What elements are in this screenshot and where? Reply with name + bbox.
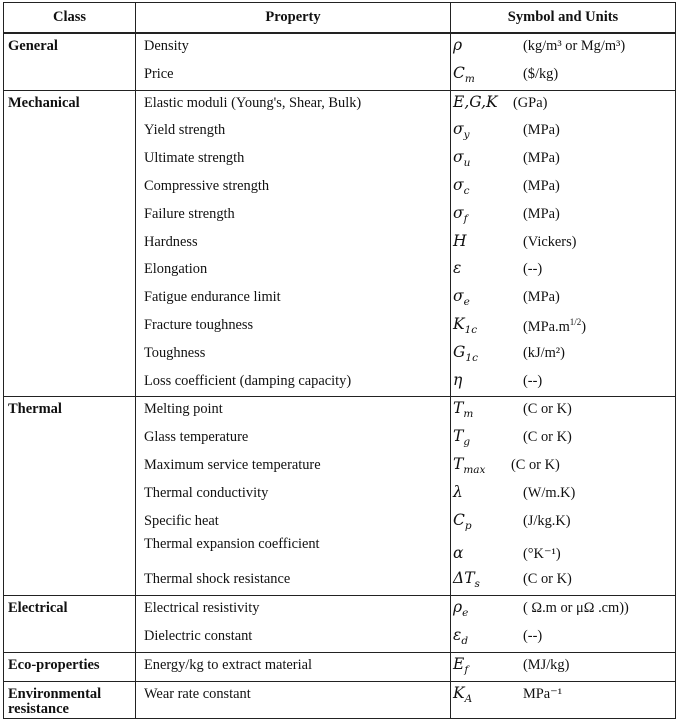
property-name: Dielectric constant xyxy=(144,627,253,644)
units: (Vickers) xyxy=(523,233,577,250)
class-label: General xyxy=(8,38,58,54)
property-name: Glass temperature xyxy=(144,429,249,446)
header-property: Property xyxy=(136,3,451,34)
list-item xyxy=(136,202,450,230)
list-item xyxy=(451,397,675,425)
property-cell xyxy=(136,397,451,596)
property-name: Fracture toughness xyxy=(144,316,254,333)
symbol: $\varepsilon_d$ xyxy=(453,625,469,648)
units: (MPa) xyxy=(523,150,560,167)
list-item xyxy=(451,230,675,258)
list-item xyxy=(451,369,675,397)
symbol: $\sigma_e$ xyxy=(453,287,470,309)
class-cell xyxy=(4,397,136,596)
property-name: Thermal shock resistance xyxy=(144,571,291,588)
header-row xyxy=(4,3,676,34)
property-cell xyxy=(136,90,451,397)
group-row xyxy=(4,681,676,718)
list-item xyxy=(136,567,450,595)
symbol: $K_{1c}$ xyxy=(453,314,478,337)
units: (J/kg.K) xyxy=(523,512,571,529)
list-item xyxy=(136,653,450,681)
property-name: Electrical resistivity xyxy=(144,600,260,617)
symbol: $G_{1c}$ xyxy=(453,342,478,364)
list-item xyxy=(451,453,675,481)
symbol-units-cell xyxy=(451,596,676,653)
symbol: ρ xyxy=(453,36,463,54)
property-name: Specific heat xyxy=(144,512,219,529)
units: (MPa) xyxy=(523,205,560,222)
symbol: $T_m$ xyxy=(453,399,474,421)
symbol-units-cell xyxy=(451,681,676,718)
class-label-line: Environmental xyxy=(8,685,102,702)
property-name: Energy/kg to extract material xyxy=(144,656,312,673)
units: (C or K) xyxy=(523,401,572,418)
material-properties-table xyxy=(3,2,676,719)
property-name: Hardness xyxy=(144,233,198,250)
symbol-units-cell xyxy=(451,652,676,681)
property-name: Loss coefficient (damping capacity) xyxy=(144,372,352,389)
list-item xyxy=(451,682,675,710)
list-item xyxy=(451,285,675,313)
class-cell xyxy=(4,90,136,397)
class-cell xyxy=(4,596,136,653)
units: (kg/m³ or Mg/m³) xyxy=(523,38,626,54)
list-item xyxy=(451,146,675,174)
class-label: Mechanical xyxy=(8,94,80,111)
class-label: Thermal xyxy=(8,401,62,418)
class-cell xyxy=(4,652,136,681)
units: (C or K) xyxy=(523,429,572,446)
units: (C or K) xyxy=(523,571,572,588)
units: (GPa) xyxy=(513,94,548,111)
list-item xyxy=(136,285,450,313)
list-item xyxy=(451,174,675,202)
list-item xyxy=(136,62,450,90)
property-name: Thermal expansion coefficient xyxy=(144,536,320,553)
class-label-line: resistance xyxy=(8,700,69,717)
symbol: $\sigma_y$ xyxy=(453,120,470,142)
list-item xyxy=(136,118,450,146)
list-item xyxy=(451,91,675,119)
units: $(MPa.m^{1/2})$ xyxy=(523,316,587,335)
list-item xyxy=(451,257,675,285)
symbol: $\sigma_c$ xyxy=(453,175,470,198)
units: (MJ/kg) xyxy=(523,656,570,673)
property-cell xyxy=(136,596,451,653)
symbol: $\sigma_u$ xyxy=(453,148,471,170)
symbol: α xyxy=(453,544,464,563)
symbol: $C_p$ xyxy=(453,510,472,532)
list-item xyxy=(451,653,675,681)
symbol-units-cell xyxy=(451,397,676,596)
list-item xyxy=(136,509,450,537)
property-name: Compressive strength xyxy=(144,177,270,194)
list-item xyxy=(136,34,450,62)
list-item xyxy=(136,230,450,258)
list-item xyxy=(451,34,675,62)
list-item xyxy=(136,257,450,285)
units: (--) xyxy=(523,372,543,389)
list-item xyxy=(451,624,675,652)
property-cell xyxy=(136,33,451,90)
list-item xyxy=(136,369,450,397)
symbol: $\sigma_f$ xyxy=(453,203,468,225)
property-cell xyxy=(136,652,451,681)
header-symbol-units: Symbol and Units xyxy=(451,3,676,34)
group-row xyxy=(4,397,676,596)
symbol-units-cell xyxy=(451,90,676,397)
symbol: $\Delta T_s$ xyxy=(453,569,480,591)
units: ( Ω.m or μΩ .cm)) xyxy=(523,600,629,617)
symbol: $K_A$ xyxy=(453,683,473,705)
property-name: Maximum service temperature xyxy=(144,456,321,473)
symbol: η xyxy=(453,370,463,389)
list-item xyxy=(136,146,450,174)
property-name: Elongation xyxy=(144,261,208,278)
class-label: Electrical xyxy=(8,600,68,617)
property-name: Wear rate constant xyxy=(144,685,251,702)
property-name: Failure strength xyxy=(144,205,235,222)
symbol-units-cell xyxy=(451,33,676,90)
list-item xyxy=(451,313,675,341)
symbol: H xyxy=(453,231,467,250)
symbol: E,G,K xyxy=(453,92,498,111)
units: (MPa) xyxy=(523,177,560,194)
table-body xyxy=(4,33,676,718)
list-item xyxy=(451,481,675,509)
list-item xyxy=(451,341,675,369)
list-item xyxy=(451,425,675,453)
property-name: Density xyxy=(144,38,189,54)
units: (MPa) xyxy=(523,122,560,139)
list-item xyxy=(451,536,675,567)
units: MPa⁻¹ xyxy=(523,685,563,702)
list-item xyxy=(136,313,450,341)
class-cell xyxy=(4,681,136,718)
property-name: Elastic moduli (Young's, Shear, Bulk) xyxy=(144,94,362,111)
property-name: Ultimate strength xyxy=(144,150,245,167)
list-item xyxy=(136,536,450,567)
list-item xyxy=(136,91,450,119)
property-name: Thermal conductivity xyxy=(144,484,269,501)
property-cell xyxy=(136,681,451,718)
property-name: Melting point xyxy=(144,401,223,418)
property-name: Yield strength xyxy=(144,122,226,139)
list-item xyxy=(451,62,675,90)
list-item xyxy=(451,509,675,537)
units: (MPa) xyxy=(523,289,560,306)
units: (W/m.K) xyxy=(523,484,576,501)
list-item xyxy=(136,624,450,652)
list-item xyxy=(136,397,450,425)
units: (kJ/m²) xyxy=(523,344,565,361)
symbol: $C_m$ xyxy=(453,63,475,85)
property-name: Fatigue endurance limit xyxy=(144,289,281,306)
list-item xyxy=(136,174,450,202)
list-item xyxy=(136,596,450,624)
list-item xyxy=(136,481,450,509)
symbol: $E_f$ xyxy=(453,654,469,676)
list-item xyxy=(136,682,450,710)
group-row xyxy=(4,90,676,397)
property-name: Toughness xyxy=(144,344,206,361)
group-row xyxy=(4,596,676,653)
list-item xyxy=(451,202,675,230)
group-row xyxy=(4,652,676,681)
units: (°K⁻¹) xyxy=(523,546,561,563)
units: (C or K) xyxy=(511,456,560,473)
list-item xyxy=(451,596,675,624)
header-class: Class xyxy=(4,3,136,34)
list-item xyxy=(136,453,450,481)
symbol: λ xyxy=(453,482,463,501)
list-item xyxy=(136,341,450,369)
list-item xyxy=(451,118,675,146)
property-name: Price xyxy=(144,65,174,82)
units: (--) xyxy=(523,261,543,278)
symbol: $T_{max}$ xyxy=(453,454,486,477)
symbol: $T_g$ xyxy=(453,427,471,449)
list-item xyxy=(136,425,450,453)
symbol: $\rho_e$ xyxy=(453,598,469,620)
class-label: Eco-properties xyxy=(8,656,100,673)
list-item xyxy=(451,567,675,595)
units: ($/kg) xyxy=(523,65,559,82)
symbol: ε xyxy=(453,259,462,278)
class-cell xyxy=(4,33,136,90)
units: (--) xyxy=(523,627,543,644)
group-row xyxy=(4,33,676,90)
